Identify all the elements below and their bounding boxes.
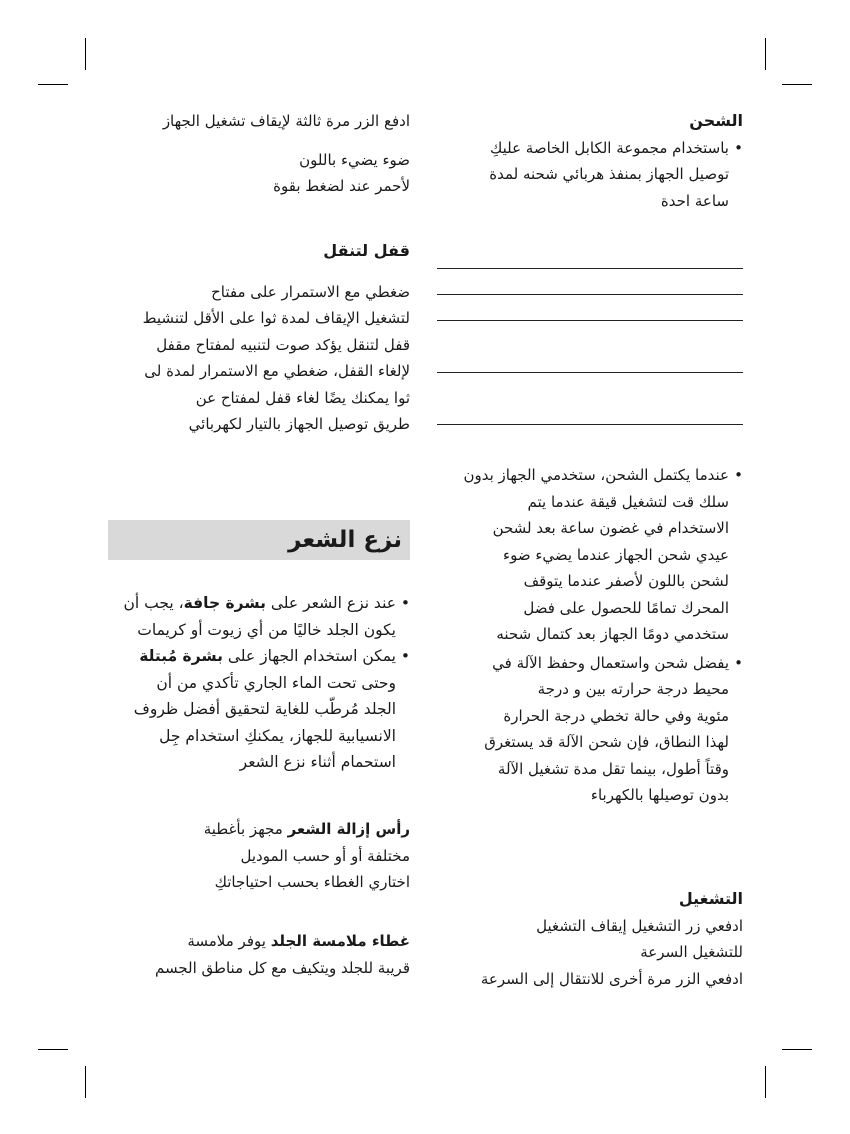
head-section (108, 816, 410, 896)
text-line: ادفعي زر التشغيل إيقاف التشغيل (536, 916, 743, 935)
text-line: عندما يكتمل الشحن، ستخدمي الجهاز بدون (463, 466, 729, 484)
text-line: ستخدمي دومًا الجهاز بعد كتمال شحنه (496, 625, 729, 643)
crop-mark (765, 38, 766, 70)
blank-rule (437, 294, 743, 295)
text-line: باستخدام مجموعة الكابل الخاصة عليكِ (489, 138, 729, 157)
left-top-section (108, 108, 410, 200)
crop-mark (782, 1049, 812, 1050)
text-line: سلك قت لتشغيل قيقة عندما يتم (527, 492, 729, 511)
text-line: طريق توصيل الجهاز بالتيار لكهربائي (188, 415, 410, 433)
temperature-bullet (437, 650, 743, 809)
text-line: لأحمر عند لضغط بقوة (273, 177, 410, 195)
blank-rule (437, 320, 743, 321)
text-line: لتشغيل الإيقاف لمدة ثوا على الأقل لتنشيط (142, 309, 410, 327)
crop-mark (765, 1066, 766, 1098)
section-title-band (108, 520, 410, 560)
blank-rule (437, 424, 743, 425)
crop-mark (85, 1066, 86, 1098)
text-line: ضوء يضيء باللون (299, 150, 410, 169)
text-line: توصيل الجهاز بمنفذ هربائي شحنه لمدة (489, 165, 729, 183)
text-line: يكون الجلد خاليًا من أي زيوت أو كريمات (137, 620, 396, 639)
text-segment: يوفر ملامسة (187, 932, 271, 950)
text-line: عيدي شحن الجهاز عندما يضيء ضوء (503, 545, 729, 564)
text-line: وحتى تحت الماء الجاري تأكدي من أن (156, 673, 396, 692)
hair-removal-section (108, 590, 410, 776)
blank-rule (437, 268, 743, 269)
text-line: يفضل شحن واستعمال وحفظ الآلة في (492, 653, 729, 672)
usage-bullet (437, 462, 743, 648)
text-segment: مجهز بأغطية (203, 820, 288, 838)
text-line: ثوا يمكنك يضًا لغاء قفل لمفتاح عن (195, 388, 410, 407)
text-line (108, 643, 396, 670)
right-column (437, 108, 743, 214)
text-line: للتشغيل السرعة (640, 943, 743, 961)
text-line (108, 928, 410, 955)
text-line: اختاري الغطاء بحسب احتياجاتكِ (214, 873, 410, 891)
text-line: ساعة احدة (660, 191, 729, 210)
blank-rule (437, 372, 743, 373)
crop-mark (782, 84, 812, 85)
operation-section (437, 886, 743, 992)
text-line: الانسيابية للجهاز، يمكنكِ استخدام جِل (159, 726, 396, 745)
wet-skin-bullet (108, 643, 410, 776)
text-line: استحمام أثناء نزع الشعر (239, 753, 396, 771)
text-segment: عند نزع الشعر على (265, 594, 396, 612)
usage-section (437, 462, 743, 809)
crop-mark (38, 84, 68, 85)
charging-heading: الشحن (689, 111, 743, 130)
text-line: الجلد مُرطّب للغاية لتحقيق أفضل ظروف (133, 700, 396, 718)
bold-term: بشرة مُبتلة (139, 647, 223, 665)
charging-bullet (437, 135, 743, 215)
text-line: ادفع الزر مرة ثالثة لإيقاف تشغيل الجهاز (162, 112, 410, 130)
bullet-dot: • (734, 138, 743, 157)
dry-skin-bullet (108, 590, 410, 643)
text-line: وقتاً أطول، بينما تقل مدة تشغيل الآلة (497, 759, 729, 778)
text-line: قريبة للجلد ويتكيف مع كل مناطق الجسم (154, 958, 410, 977)
crop-mark (38, 1049, 68, 1050)
bullet-dot: • (734, 466, 743, 484)
lock-heading: قفل لتنقل (323, 241, 410, 260)
text-line: قفل لتنقل يؤكد صوت لتنبيه لمفتاح مقفل (156, 335, 410, 354)
bullet-dot: • (400, 594, 410, 612)
bullet-dot: • (400, 647, 410, 665)
text-line (108, 816, 410, 843)
cover-section (108, 928, 410, 981)
text-line: بدون توصيلها بالكهرباء (590, 786, 729, 804)
text-line: المحرك تمامًا للحصول على فضل (523, 598, 729, 617)
bold-term: رأس إزالة الشعر (287, 820, 410, 838)
lock-section (108, 238, 410, 438)
section-title: نزع الشعر (288, 527, 402, 553)
text-line: مئوية وفي حالة تخطي درجة الحرارة (503, 706, 729, 725)
text-line: لهذا النطاق، فإن شحن الآلة قد يستغرق (484, 733, 729, 751)
text-line: مختلفة أو أو حسب الموديل (240, 846, 410, 865)
text-segment: يمكن استخدام الجهاز على (222, 647, 396, 665)
bold-term: بشرة جافة (183, 594, 266, 612)
text-line: ادفعي الزر مرة أخرى للانتقال إلى السرعة (480, 969, 743, 988)
bullet-dot: • (734, 653, 743, 672)
crop-mark (85, 38, 86, 70)
text-line: محيط درجة حرارته بين و درجة (537, 680, 729, 698)
text-line: ضغطي مع الاستمرار على مفتاح (211, 282, 410, 301)
operation-heading: التشغيل (678, 889, 743, 908)
text-line: الاستخدام في غضون ساعة بعد لشحن (492, 519, 729, 537)
text-line (108, 590, 396, 617)
text-line: لشحن باللون لأصفر عندما يتوقف (523, 572, 729, 590)
text-line: لإلغاء القفل، ضغطي مع الاستمرار لمدة لى (144, 362, 410, 380)
bold-term: غطاء ملامسة الجلد (270, 932, 410, 950)
text-segment: ، يجب أن (123, 594, 184, 612)
